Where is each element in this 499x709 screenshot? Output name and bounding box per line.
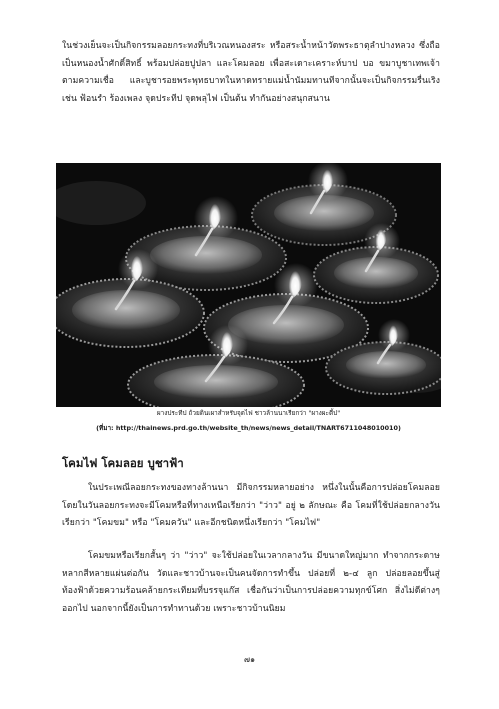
paragraph-lanterns: ในประเพณีลอยกระทงของทางล้านนา มีกิจกรรมหลายอย่าง หนึ่งในนั้นคือการปล่อยโคมลอย โดยในวันลอยกระทงจะมีโคมหรือที่ทางเหนือเรียกว่า "ว่าว" อยู่ ๒ ลักษณะ คือ โคมที่ใช้ปล่อยกลางวันเรียกว่า "โคมขม" หรือ "โคมควัน" และอีกชนิดหนึ่งเรียกว่า "โคมไฟ" xyxy=(62,483,440,529)
page-number: ๗๑ xyxy=(243,655,256,664)
photo-caption: ผางประทีป ถ้วยดินเผาสำหรับจุดไฟ ชาวล้านนาเรียกว่า "ผางผะตี้ป" xyxy=(156,409,341,417)
paragraph-khom-khom: โคมขมหรือเรียกสั้นๆ ว่า "ว่าว" จะใช้ปล่อยในเวลากลางวัน มีขนาดใหญ่มาก ทำจากกระดาษหลากสีหลายแผ่นต่อกัน วัดและชาวบ้านจะเป็นคนจัดการทำขึ้น ปล่อยที่ ๒-๔ ลูก ปล่อยลอยขึ้นสู่ท้องฟ้าด้วยความร้อนคล้ายกระเทียมที่บรรจุแก๊ส เชื่อกันว่าเป็นการปล่อยความทุกข์โศก สิ่งไม่ดีต่างๆ ออกไป นอกจากนี้ยังเป็นการทำทานด้วย เพราะชาวบ้านนิยม xyxy=(62,551,440,614)
photo-source: (ที่มา: http://thainews.prd.go.th/website_th/news/news_detail/TNART6711048010010) xyxy=(96,424,401,432)
candle-lamps-photo xyxy=(56,163,441,407)
section-heading: โคมไฟ โคมลอย บูชาฟ้า xyxy=(62,456,184,470)
candle-lamps-image xyxy=(56,163,441,407)
paragraph-intro: ในช่วงเย็นจะเป็นกิจกรรมลอยกระทงที่บริเวณหนองสระ หรือสระน้ำหน้าวัดพระธาตุลำปางหลวง ซึ่งถือเป็นหนองน้ำศักดิ์สิทธิ์ พร้อมปล่อยปูปลา และโคมลอย เพื่อสะเดาะเคราะห์บาป บอ ขมาบูชาเทพเจ้าตามความเชื่อ และบูชารอยพระพุทธบาทในหาดทรายแม่น้ำนัมมทานทีจากนั้นจะเป็นกิจกรรมรื่นเริงเช่น ฟ้อนรำ ร้องเพลง จุดประทีป จุดพลุไฟ เป็นต้น ทำกันอย่างสนุกสนาน xyxy=(62,41,440,104)
